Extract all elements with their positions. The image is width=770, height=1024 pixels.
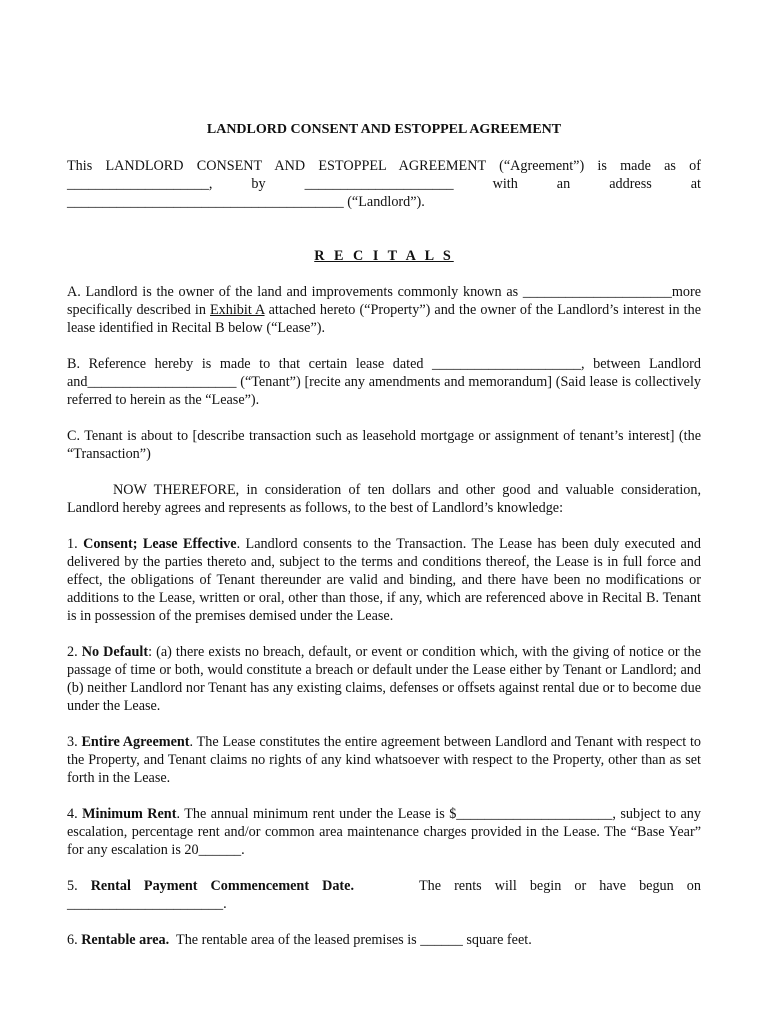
recital-a-text-start: A. Landlord is the owner of the land and improvements commonly known as _____________________more specifically described in bbox=[67, 284, 701, 318]
section-6-heading: Rentable area. bbox=[81, 932, 170, 948]
document-body bbox=[67, 121, 705, 967]
section-6-number: 6. bbox=[67, 932, 82, 948]
recital-a-text-end: attached hereto (“Property”) and the owner of the Landlord’s interest in the lease identified in Recital B below (“Lease”). bbox=[67, 302, 701, 336]
recital-a bbox=[67, 283, 701, 337]
section-3-number: 3. bbox=[67, 734, 82, 750]
section-1-body: . Landlord consents to the Transaction. The Lease has been duly executed and delivered by the parties thereto and, subject to the terms and conditions thereof, the Lease is in full force and effect, the obligations of Tenant thereunder are valid and binding, and there have been no modifications or additions to the Lease, written or oral, other than those, if any, which are referenced above in Recital B. Tenant is in possession of the premises demised under the Lease. bbox=[67, 536, 702, 624]
section-4-body: . The annual minimum rent under the Lease is $______________________, subject to any escalation, percentage rent and/or common area maintenance charges provided in the Lease. The “Base Year” for any escalation is 20______. bbox=[67, 806, 701, 858]
intro-paragraph: This LANDLORD CONSENT AND ESTOPPEL AGREEMENT (“Agreement”) is made as of ____________________, by _____________________ with an address at _______________________________________ (“Landlord”). bbox=[67, 158, 701, 210]
section-2-body: : (a) there exists no breach, default, or event or condition which, with the giving of notice or the passage of time or both, would constitute a breach or default under the Lease either by Tenant or Landlord; and (b) neither Landlord nor Tenant has any existing claims, defenses or offsets against rental due or to become due under the Lease. bbox=[67, 644, 702, 714]
section-3 bbox=[67, 733, 701, 787]
section-5-body: The rents will begin or have begun on ______________________. bbox=[67, 878, 705, 912]
recital-b: B. Reference hereby is made to that certain lease dated _____________________, between Landlord and_____________________ (“Tenant”) [recite any amendments and memorandum] (Said lease is collectively referred to herein as the “Lease”). bbox=[67, 356, 701, 408]
section-2-number: 2. bbox=[67, 644, 82, 660]
section-3-body: . The Lease constitutes the entire agreement between Landlord and Tenant with respect to the Property, and Tenant claims no rights of any kind whatsoever with respect to the Property, other than as set forth in the Lease. bbox=[67, 734, 701, 786]
section-5 bbox=[67, 877, 705, 913]
now-therefore-paragraph: NOW THEREFORE, in consideration of ten dollars and other good and valuable consideration, Landlord hereby agrees and represents as follows, to the best of Landlord’s knowledge: bbox=[67, 482, 701, 516]
recitals-heading: R E C I T A L S bbox=[314, 248, 454, 264]
document-title: LANDLORD CONSENT AND ESTOPPEL AGREEMENT bbox=[206, 122, 562, 137]
section-6 bbox=[67, 931, 701, 949]
section-2-heading: No Default bbox=[81, 644, 149, 660]
recital-c: C. Tenant is about to [describe transaction such as leasehold mortgage or assignment of tenant’s interest] (the “Transaction”) bbox=[67, 428, 701, 462]
section-5-number: 5. bbox=[67, 878, 91, 894]
section-1-number: 1. bbox=[67, 536, 84, 552]
section-6-body: The rentable area of the leased premises is ______ square feet. bbox=[169, 932, 532, 948]
section-2 bbox=[67, 643, 701, 715]
section-3-heading: Entire Agreement bbox=[81, 734, 190, 750]
section-1-heading: Consent; Lease Effective bbox=[83, 536, 237, 552]
exhibit-a-reference: Exhibit A bbox=[210, 302, 265, 318]
section-4-number: 4. bbox=[67, 806, 83, 822]
section-5-heading: Rental Payment Commencement Date. bbox=[90, 878, 354, 894]
section-4 bbox=[67, 805, 701, 859]
section-1 bbox=[67, 535, 701, 625]
section-4-heading: Minimum Rent bbox=[82, 806, 177, 822]
